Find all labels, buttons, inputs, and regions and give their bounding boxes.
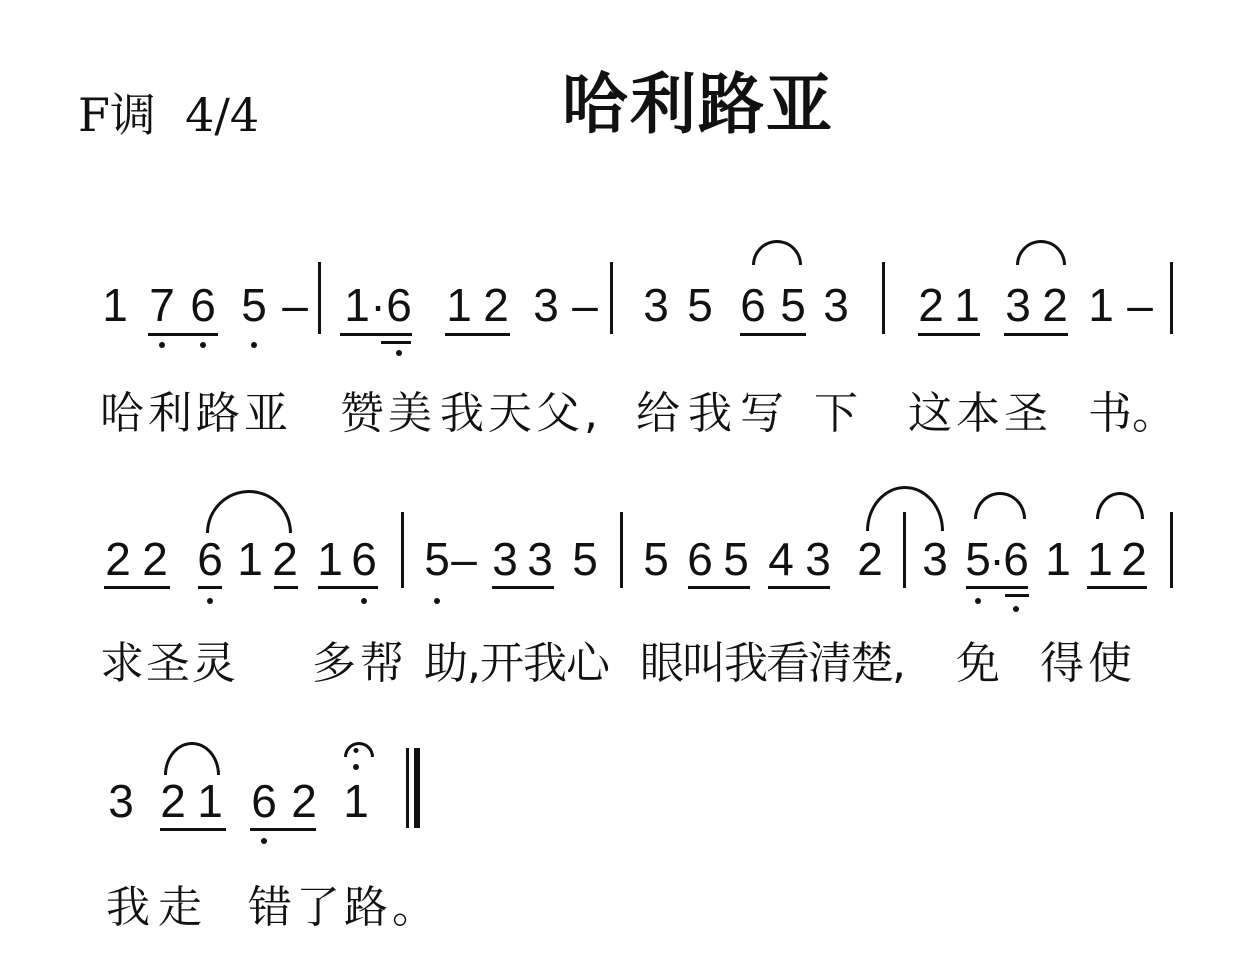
dot: · — [989, 533, 1005, 585]
note: 3 — [823, 279, 849, 331]
note: 5 — [572, 533, 598, 585]
note: 6 — [1003, 533, 1029, 585]
note: 6 — [190, 279, 216, 331]
note: 2 — [142, 533, 168, 585]
final-bar-thin — [406, 748, 409, 828]
note: 2 — [483, 279, 509, 331]
low-octave-dot — [261, 838, 267, 844]
note: 2 — [918, 279, 944, 331]
underline — [340, 333, 412, 336]
note: 1 — [954, 279, 980, 331]
bar-line — [882, 262, 885, 334]
dash: – — [451, 533, 477, 585]
note: 5 — [424, 533, 450, 585]
dash: – — [572, 279, 598, 331]
note: 3 — [492, 533, 518, 585]
underline — [1087, 586, 1147, 589]
lyric: 下 — [814, 388, 858, 439]
underline — [198, 586, 222, 589]
low-octave-dot — [200, 342, 206, 348]
note: 5 — [687, 279, 713, 331]
dot: · — [370, 279, 386, 331]
song-title: 哈利路亚 — [562, 66, 834, 143]
underline — [1005, 594, 1029, 597]
note: 1 — [237, 533, 263, 585]
note: 2 — [291, 775, 317, 827]
dash: – — [1127, 279, 1153, 331]
bar-line — [1170, 262, 1173, 334]
underline — [768, 586, 830, 589]
note: 6 — [386, 279, 412, 331]
note: 3 — [533, 279, 559, 331]
bar-line — [620, 512, 623, 588]
note: 5 — [643, 533, 669, 585]
slur — [1016, 240, 1066, 265]
note: 3 — [108, 775, 134, 827]
low-octave-dot — [1013, 606, 1019, 612]
note: 5 — [241, 279, 267, 331]
underline — [966, 586, 1028, 589]
underline — [381, 341, 411, 344]
underline — [104, 586, 170, 589]
fermata-dot — [354, 748, 359, 753]
lyric: 助,开我心 — [424, 638, 609, 689]
underline — [918, 333, 980, 336]
slur — [974, 492, 1026, 519]
note: 1 — [446, 279, 472, 331]
note: 1 — [102, 279, 128, 331]
note: 1 — [1088, 279, 1114, 331]
note: 6 — [351, 533, 377, 585]
low-octave-dot — [975, 598, 981, 604]
note: 2 — [160, 775, 186, 827]
slur — [752, 240, 802, 265]
note: 1 — [1045, 533, 1071, 585]
note: 7 — [149, 279, 175, 331]
note: 2 — [1042, 279, 1068, 331]
low-octave-dot — [251, 342, 257, 348]
low-octave-dot — [207, 598, 213, 604]
note: 2 — [857, 533, 883, 585]
lyric: 求圣灵 — [100, 638, 238, 689]
bar-line — [1170, 512, 1173, 588]
note: 2 — [1121, 533, 1147, 585]
slur — [1096, 492, 1144, 519]
lyric: 我走 — [106, 882, 210, 933]
low-octave-dot — [434, 598, 440, 604]
fermata — [344, 742, 374, 757]
low-octave-dot — [396, 350, 402, 356]
lyric: 赞美 — [340, 388, 436, 439]
lyric: 给我写 — [636, 388, 792, 439]
note: 1 — [343, 775, 369, 827]
lyric: 书。 — [1088, 388, 1176, 439]
note: 1 — [344, 279, 370, 331]
underline — [492, 586, 554, 589]
note: 1 — [197, 775, 223, 827]
underline — [688, 586, 750, 589]
underline — [318, 586, 378, 589]
lyric: 眼叫我看清楚, — [640, 638, 904, 689]
note: 6 — [740, 279, 766, 331]
underline — [250, 828, 316, 831]
note: 3 — [1005, 279, 1031, 331]
slur — [164, 742, 220, 775]
slur — [206, 490, 292, 533]
bar-line — [401, 512, 404, 588]
low-octave-dot — [159, 342, 165, 348]
note: 6 — [251, 775, 277, 827]
note: 3 — [643, 279, 669, 331]
note: 3 — [805, 533, 831, 585]
lyric: 得使 — [1040, 638, 1136, 689]
key-signature: F调 4/4 — [78, 88, 260, 142]
bar-line — [318, 262, 321, 334]
note: 6 — [687, 533, 713, 585]
note: 5 — [780, 279, 806, 331]
underline — [445, 333, 510, 336]
underline — [274, 586, 298, 589]
low-octave-dot — [361, 598, 367, 604]
lyric: 哈利路亚 — [100, 388, 292, 439]
note: 2 — [272, 533, 298, 585]
underline — [740, 333, 806, 336]
lyric: 我天父, — [440, 388, 602, 439]
lyric: 错了路。 — [248, 882, 440, 933]
note: 2 — [105, 533, 131, 585]
note: 1 — [317, 533, 343, 585]
dash: – — [282, 279, 308, 331]
high-octave-dot — [353, 764, 359, 770]
final-bar-thick — [414, 748, 420, 828]
note: 3 — [922, 533, 948, 585]
bar-line — [610, 262, 613, 334]
lyric: 这本圣 — [908, 388, 1052, 439]
lyric: 免 — [956, 638, 1000, 689]
underline — [148, 333, 218, 336]
note: 4 — [768, 533, 794, 585]
note: 5 — [965, 533, 991, 585]
underline — [160, 828, 226, 831]
note: 6 — [197, 533, 223, 585]
note: 5 — [723, 533, 749, 585]
note: 3 — [527, 533, 553, 585]
underline — [1004, 333, 1068, 336]
slur — [866, 486, 944, 531]
note: 1 — [1087, 533, 1113, 585]
lyric: 多帮 — [312, 638, 408, 689]
